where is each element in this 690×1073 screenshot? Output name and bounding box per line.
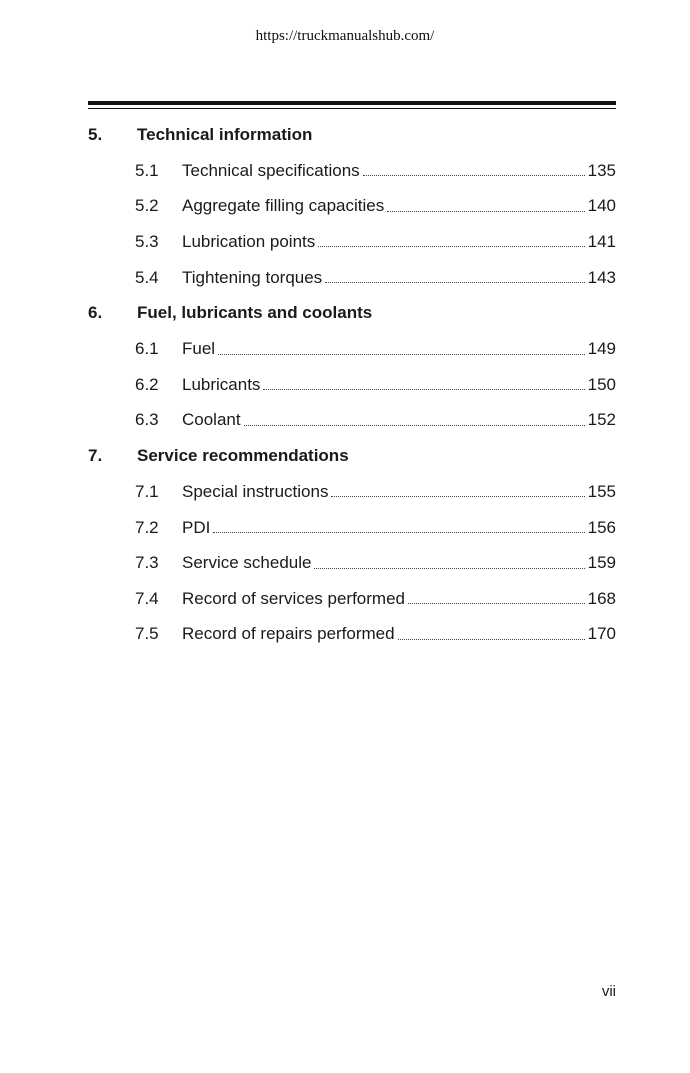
entry-title: Lubrication points: [182, 231, 316, 251]
entry-page: 150: [587, 374, 616, 394]
entry-page: 141: [587, 231, 616, 251]
toc-entry: [88, 545, 616, 581]
toc-entry: [88, 367, 616, 403]
section-number: 5.: [88, 125, 103, 144]
entry-title: Record of repairs performed: [182, 624, 395, 644]
entry-title: Special instructions: [182, 481, 329, 501]
dot-leader: [331, 496, 584, 497]
entry-page: 156: [587, 517, 616, 537]
section-title: Fuel, lubricants and coolants: [137, 303, 373, 323]
toc-entry: [88, 331, 616, 367]
entry-title: Lubricants: [182, 374, 261, 394]
entry-page: 152: [587, 410, 616, 430]
toc-entry: [88, 224, 616, 260]
header-rule-thick: [88, 101, 616, 105]
dot-leader: [314, 568, 584, 569]
entry-number: 7.4: [135, 588, 159, 608]
dot-leader: [325, 282, 584, 283]
entry-number: 7.5: [135, 624, 159, 644]
entry-title: Tightening torques: [182, 267, 323, 287]
toc-entry: [88, 617, 616, 653]
entry-page: 168: [587, 588, 616, 608]
toc-entry: [88, 403, 616, 439]
toc-entry: [88, 260, 616, 296]
dot-leader: [363, 175, 585, 176]
dot-leader: [408, 603, 585, 604]
entry-number: 5.1: [135, 160, 159, 180]
entry-title: Technical specifications: [182, 160, 360, 180]
dot-leader: [387, 211, 584, 212]
section-title: Technical information: [137, 125, 313, 144]
entry-page: 140: [587, 196, 616, 216]
dot-leader: [263, 389, 584, 390]
entry-number: 5.4: [135, 267, 159, 287]
page-number: vii: [601, 983, 616, 1000]
entry-number: 7.1: [135, 481, 159, 501]
dot-leader: [398, 639, 585, 640]
toc-entry: [88, 510, 616, 546]
entry-title: Aggregate filling capacities: [182, 196, 385, 216]
entry-page: 170: [587, 624, 616, 644]
entry-page: 135: [587, 160, 616, 180]
toc-section: [88, 295, 616, 331]
dot-leader: [218, 354, 585, 355]
table-of-contents: [88, 117, 616, 652]
entry-number: 5.3: [135, 231, 159, 251]
section-title: Service recommendations: [137, 446, 349, 466]
section-number: 6.: [88, 303, 103, 323]
dot-leader: [213, 532, 584, 533]
dot-leader: [244, 425, 585, 426]
entry-page: 155: [587, 481, 616, 501]
header-rule: [88, 101, 616, 109]
entry-number: 7.2: [135, 517, 159, 537]
toc-section: [88, 117, 616, 153]
toc-section: [88, 438, 616, 474]
entry-number: 7.3: [135, 553, 159, 573]
header-rule-thin: [88, 108, 616, 109]
entry-number: 6.2: [135, 374, 159, 394]
toc-entry: [88, 153, 616, 189]
toc-entry: [88, 189, 616, 225]
entry-title: Fuel: [182, 339, 216, 359]
entry-page: 149: [587, 339, 616, 359]
entry-page: 143: [587, 267, 616, 287]
entry-number: 6.3: [135, 410, 159, 430]
entry-title: PDI: [182, 517, 211, 537]
entry-title: Record of services performed: [182, 588, 405, 608]
entry-page: 159: [587, 553, 616, 573]
entry-number: 6.1: [135, 339, 159, 359]
entry-title: Coolant: [182, 410, 241, 430]
header-url: https://truckmanualshub.com/: [255, 28, 435, 44]
dot-leader: [318, 246, 584, 247]
entry-number: 5.2: [135, 196, 159, 216]
entry-title: Service schedule: [182, 553, 312, 573]
section-number: 7.: [88, 446, 103, 466]
toc-entry: [88, 474, 616, 510]
toc-entry: [88, 581, 616, 617]
